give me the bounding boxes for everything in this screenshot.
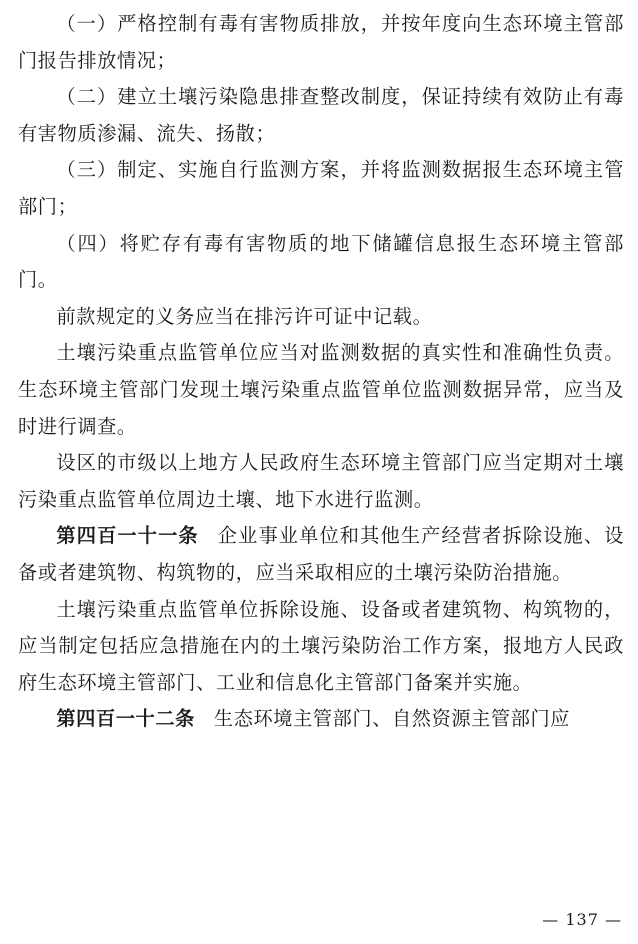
paragraph-item-1: （一）严格控制有毒有害物质排放，并按年度向生态环境主管部门报告排放情况； [18, 12, 624, 72]
paragraph-item-2: （二）建立土壤污染隐患排查整改制度，保证持续有效防止有毒有害物质渗漏、流失、扬散； [18, 85, 624, 145]
article-412-text: 生态环境主管部门、自然资源主管部门应 [213, 707, 571, 731]
paragraph-periodic-monitoring: 设区的市级以上地方人民政府生态环境主管部门应当定期对土壤污染重点监管单位周边土壤、地下水进行监测。 [18, 451, 624, 511]
paragraph-item-3: （三）制定、实施自行监测方案，并将监测数据报生态环境主管部门； [18, 158, 624, 218]
paragraph-record-requirement: 前款规定的义务应当在排污许可证中记载。 [56, 304, 433, 328]
paragraph-article-412 [18, 701, 624, 738]
article-number-412: 第四百一十二条 [56, 707, 195, 731]
document-page [18, 6, 624, 738]
paragraph-demolition-plan: 土壤污染重点监管单位拆除设施、设备或者建筑物、构筑物的，应当制定包括应急措施在内的土壤污染防治工作方案，报地方人民政府生态环境主管部门、工业和信息化主管部门备案并实施。 [18, 597, 624, 694]
paragraph-item-4: （四）将贮存有毒有害物质的地下储罐信息报生态环境主管部门。 [18, 231, 624, 292]
article-number-411: 第四百一十一条 [56, 524, 199, 548]
paragraph-article-411 [18, 518, 624, 591]
paragraph-monitoring-responsibility: 土壤污染重点监管单位应当对监测数据的真实性和准确性负责。生态环境主管部门发现土壤污染重点监管单位监测数据异常，应当及时进行调查。 [18, 341, 624, 438]
article-411-text: 企业事业单位和其他生产经营者拆除设施、设备或者建筑物、构筑物的，应当采取相应的土壤污染防治措施。 [18, 524, 624, 584]
page-number: — 137 — [542, 910, 622, 929]
